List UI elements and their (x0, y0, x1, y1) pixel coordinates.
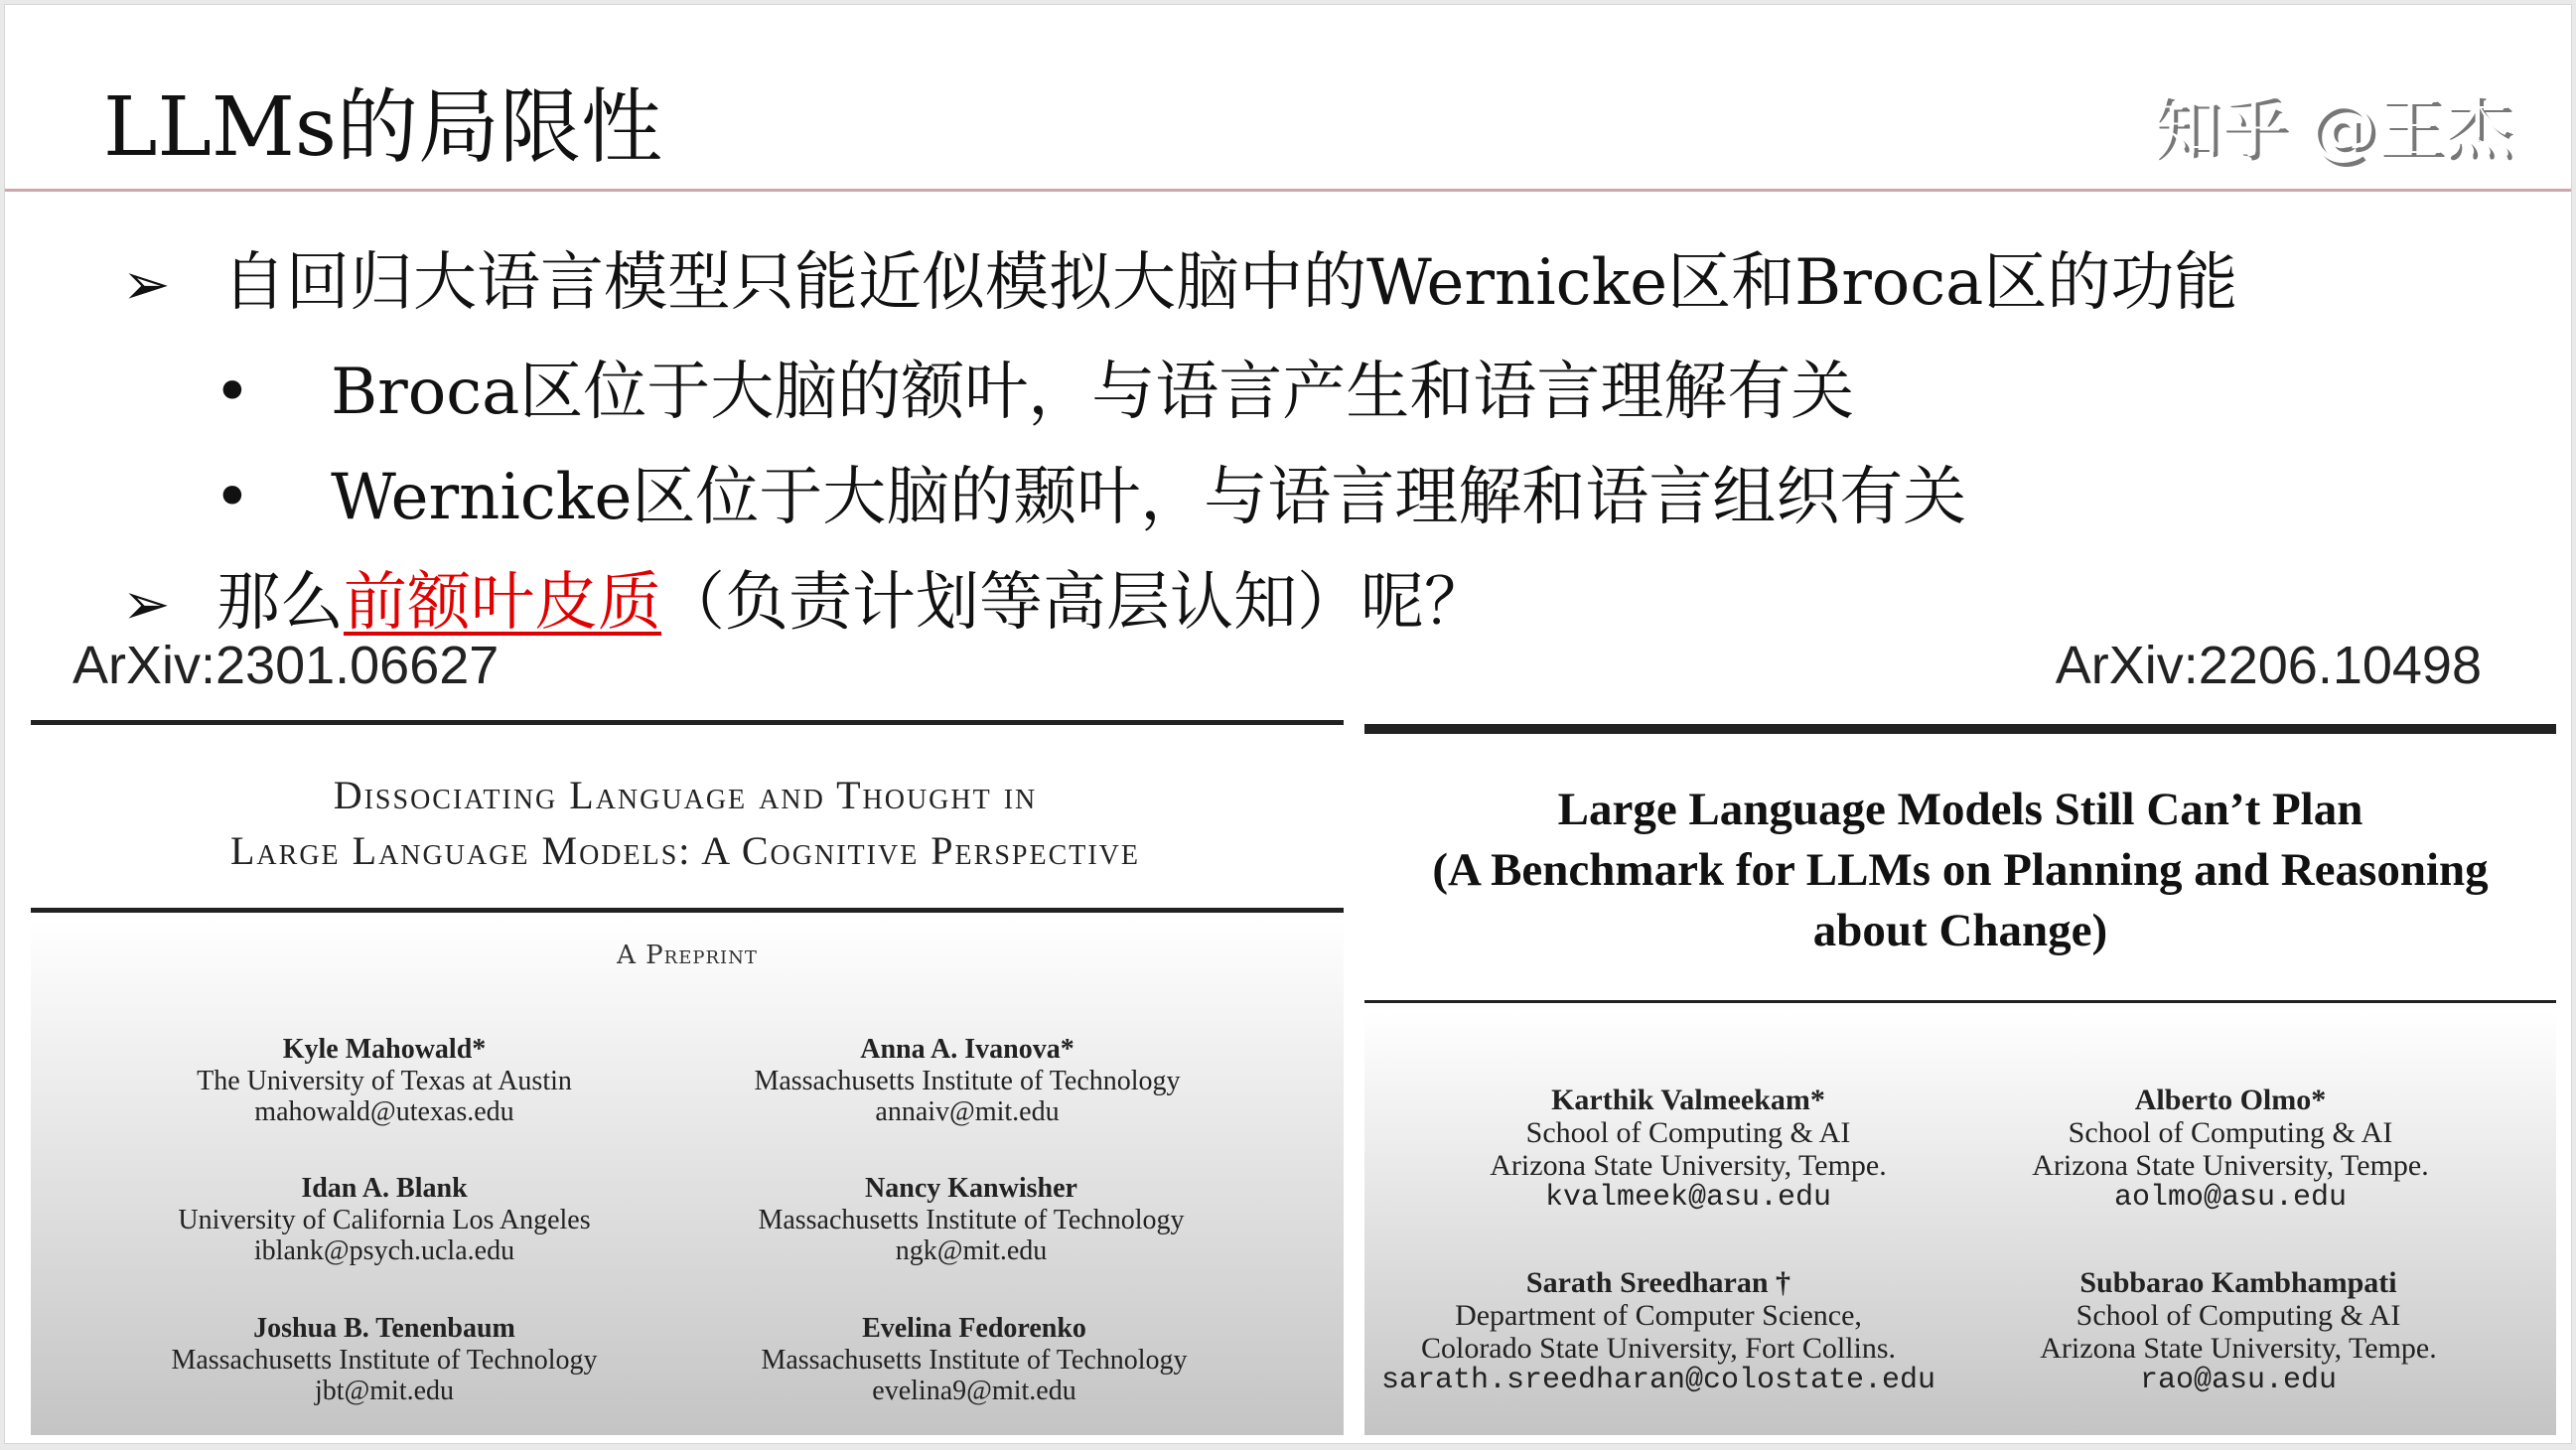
author-email: jbt@mit.edu (314, 1376, 455, 1406)
author-block (693, 1173, 1249, 1266)
author-block (1370, 1266, 1946, 1397)
right-paper-title-line-1: Large Language Models Still Can’t Plan (1557, 784, 2363, 835)
arrow-bullet-icon: ➢ (122, 570, 171, 638)
author-email: aolmo@asu.edu (2113, 1181, 2348, 1215)
watermark: 知乎 @王杰 (2152, 89, 2511, 168)
author-block (696, 1313, 1252, 1406)
author-email: mahowald@utexas.edu (254, 1096, 514, 1127)
author-block (106, 1313, 662, 1406)
author-email: annaiv@mit.edu (875, 1096, 1060, 1127)
paper-rule (1364, 724, 2556, 734)
author-name: Anna A. Ivanova* (860, 1034, 1074, 1065)
author-block (1410, 1084, 1966, 1215)
slide-title: LLMs的局限性 (103, 80, 662, 175)
right-paper-title-line-2: (A Benchmark for LLMs on Planning and Reasoning (1432, 844, 2489, 896)
bullet-1-sub-1 (214, 341, 1854, 432)
bullet-2-prefix: 那么 (215, 566, 344, 640)
author-email: iblank@psych.ucla.edu (253, 1235, 515, 1266)
author-email: sarath.sreedharan@colostate.edu (1380, 1364, 1936, 1397)
author-affiliation: Massachusetts Institute of Technology (754, 1066, 1181, 1096)
author-name: Kyle Mahowald* (282, 1034, 487, 1065)
author-block (689, 1034, 1245, 1127)
right-paper-title-line-3: about Change) (1812, 905, 2108, 956)
bullet-1-text: 自回归大语言模型只能近似模拟大脑中的Wernicke区和Broca区的功能 (221, 246, 2238, 320)
author-affiliation: Massachusetts Institute of Technology (758, 1205, 1185, 1235)
author-affiliation: Arizona State University, Tempe. (2032, 1149, 2429, 1182)
author-email: rao@asu.edu (2139, 1364, 2338, 1397)
slide (4, 4, 2572, 1444)
bullet-1-sub-2 (214, 446, 1966, 537)
author-name: Joshua B. Tenenbaum (253, 1313, 515, 1344)
arrow-bullet-icon: ➢ (122, 250, 171, 318)
bullet-1-sub-2-text: Wernicke区位于大脑的颞叶，与语言理解和语言组织有关 (331, 461, 1967, 534)
author-name: Subbarao Kambhampati (2079, 1266, 2397, 1299)
author-affiliation: Arizona State University, Tempe. (1490, 1149, 1887, 1182)
author-affiliation: Massachusetts Institute of Technology (171, 1345, 598, 1376)
author-name: Alberto Olmo* (2134, 1084, 2327, 1116)
dot-bullet-icon: • (214, 461, 251, 534)
left-arxiv-id: ArXiv:2301.06627 (72, 636, 500, 695)
left-paper-title-line-2: Large Language Models: A Cognitive Perspective (229, 828, 1140, 873)
author-block (1952, 1084, 2508, 1215)
author-email: kvalmeek@asu.edu (1544, 1181, 1832, 1215)
author-name: Idan A. Blank (301, 1173, 468, 1204)
bullet-2 (122, 551, 1488, 643)
author-name: Karthik Valmeekam* (1551, 1084, 1825, 1116)
bullet-1-sub-1-text: Broca区位于大脑的额叶，与语言产生和语言理解有关 (331, 356, 1855, 429)
dot-bullet-icon: • (214, 356, 251, 429)
preprint-label: A Preprint (617, 941, 758, 970)
author-email: ngk@mit.edu (895, 1235, 1048, 1266)
author-affiliation: Massachusetts Institute of Technology (761, 1345, 1188, 1376)
right-paper-excerpt (1364, 724, 2556, 1435)
paper-rule (31, 720, 1344, 725)
title-divider (5, 189, 2571, 192)
bullet-2-highlight: 前额叶皮质 (343, 566, 661, 640)
author-name: Nancy Kanwisher (865, 1173, 1077, 1204)
left-paper-title-line-1: Dissociating Language and Thought in (333, 773, 1038, 817)
author-affiliation: University of California Los Angeles (178, 1205, 591, 1235)
bullet-1 (122, 231, 2237, 323)
author-email: evelina9@mit.edu (872, 1376, 1076, 1406)
paper-rule (1364, 1000, 2556, 1003)
author-affiliation: Arizona State University, Tempe. (2040, 1332, 2437, 1365)
author-affiliation: Colorado State University, Fort Collins. (1420, 1332, 1897, 1365)
author-name: Sarath Sreedharan † (1525, 1266, 1791, 1299)
author-name: Evelina Fedorenko (862, 1313, 1086, 1344)
author-affiliation: Department of Computer Science, (1455, 1299, 1862, 1332)
paper-rule (31, 908, 1344, 913)
author-block (1960, 1266, 2516, 1397)
author-block (106, 1173, 662, 1266)
left-paper-excerpt (31, 720, 1344, 1435)
author-affiliation: School of Computing & AI (2068, 1116, 2393, 1149)
right-arxiv-id: ArXiv:2206.10498 (2055, 636, 2482, 695)
author-affiliation: School of Computing & AI (1525, 1116, 1851, 1149)
author-affiliation: The University of Texas at Austin (197, 1066, 572, 1096)
bullet-2-suffix: （负责计划等高层认知）呢？ (660, 566, 1488, 640)
author-affiliation: School of Computing & AI (2075, 1299, 2401, 1332)
author-block (106, 1034, 662, 1127)
